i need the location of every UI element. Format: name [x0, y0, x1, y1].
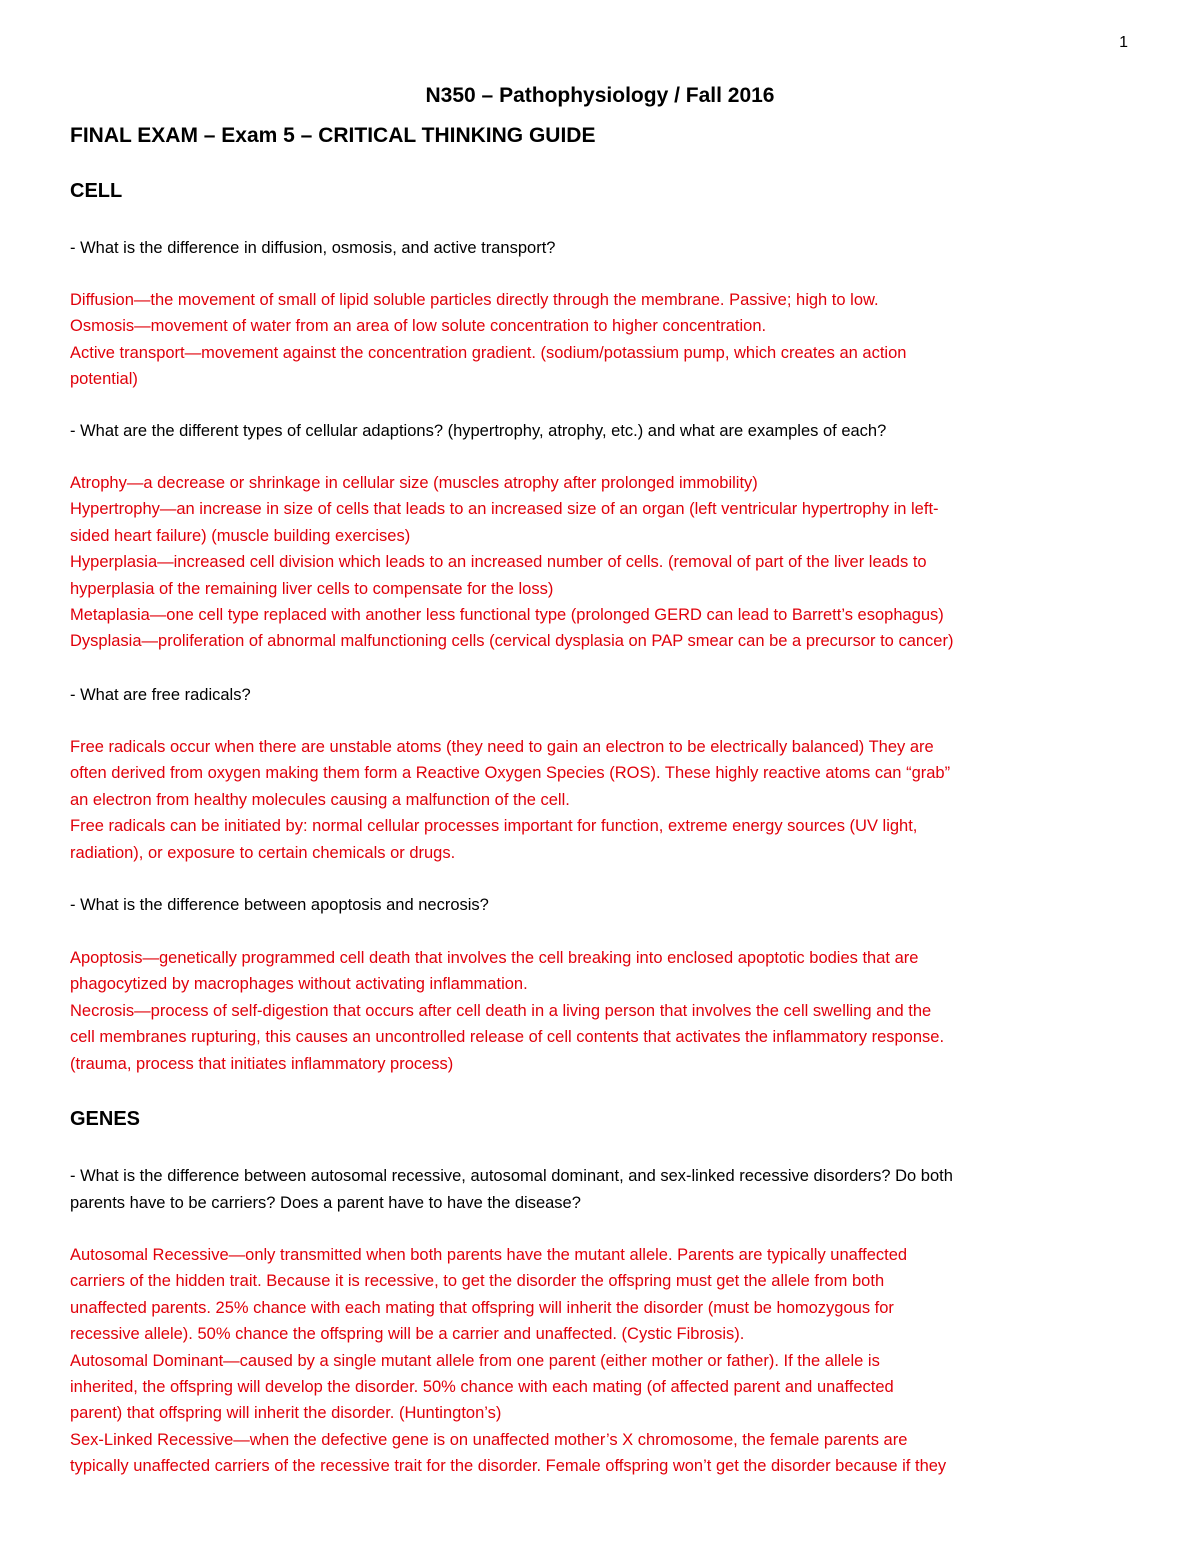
document-subtitle: FINAL EXAM – Exam 5 – CRITICAL THINKING GUIDE [70, 124, 596, 147]
question-inheritance: - What is the difference between autosomal recessive, autosomal dominant, and sex-linked recessive disorders? Do both parents have to be carriers? Does a parent have to have the disease? [70, 1167, 953, 1212]
answer-adaptations: Atrophy—a decrease or shrinkage in cellular size (muscles atrophy after prolonged immobility) Hypertrophy—an increase in size of cells that leads to an increased size of an organ (left ventricular hypertrophy in left- sided heart failure) (muscle building exercises) Hyperplasia—increased cell division which leads to an increased number of cells. (removal of part of the liver leads to hyperplasia of the remaining liver cells to compensate for the loss) Metaplasia—one cell type replaced with another less functional type (prolonged GERD can lead to Barrett’s esophagus) Dysplasia—proliferation of abnormal malfunctioning cells (cervical dysplasia on PAP smear can be a precursor to cancer) [70, 474, 954, 651]
answer-transport: Diffusion—the movement of small of lipid soluble particles directly through the membrane. Passive; high to low. Osmosis—movement of water from an area of low solute concentration to higher concentration. Active transport—movement against the concentration gradient. (sodium/potassium pump, which creates an action potential) [70, 291, 907, 389]
page-number: 1 [1119, 34, 1128, 51]
answer-free-radicals: Free radicals occur when there are unstable atoms (they need to gain an electron to be electrically balanced) They are often derived from oxygen making them form a Reactive Oxygen Species (ROS). These highly reactive atoms can “grab” an electron from healthy molecules causing a malfunction of the cell. Free radicals can be initiated by: normal cellular processes important for function, extreme energy sources (UV light, radiation), or exposure to certain chemicals or drugs. [70, 738, 951, 862]
answer-apoptosis: Apoptosis—genetically programmed cell death that involves the cell breaking into enclosed apoptotic bodies that are phagocytized by macrophages without activating inflammation. Necrosis—process of self-digestion that occurs after cell death in a living person that involves the cell swelling and the cell membranes rupturing, this causes an uncontrolled release of cell contents that activates the inflammatory response. (trauma, process that initiates inflammatory process) [70, 949, 945, 1073]
document-title: N350 – Pathophysiology / Fall 2016 [425, 84, 775, 107]
question-apoptosis: - What is the difference between apoptosis and necrosis? [70, 896, 489, 914]
section-heading-genes: GENES [70, 1108, 141, 1130]
question-free-radicals: - What are free radicals? [70, 686, 251, 704]
question-adaptations: - What are the different types of cellular adaptions? (hypertrophy, atrophy, etc.) and what are examples of each? [70, 422, 887, 440]
answer-inheritance: Autosomal Recessive—only transmitted when both parents have the mutant allele. Parents are typically unaffected carriers of the hidden trait. Because it is recessive, to get the disorder the offspring must get the allele from both unaffected parents. 25% chance with each mating that offspring will inherit the disorder (must be homozygous for recessive allele). 50% chance the offspring will be a carrier and unaffected. (Cystic Fibrosis). Autosomal Dominant—caused by a single mutant allele from one parent (either mother or father). If the allele is inherited, the offspring will develop the disorder. 50% chance with each mating (of affected parent and unaffected parent) that offspring will inherit the disorder. (Huntington’s) Sex-Linked Recessive—when the defective gene is on unaffected mother’s X chromosome, the female parents are typically unaffected carriers of the recessive trait for the disorder. Female offspring won’t get the disorder because if they [70, 1246, 947, 1476]
question-transport: - What is the difference in diffusion, osmosis, and active transport? [70, 239, 556, 257]
section-heading-cell: CELL [70, 180, 123, 202]
